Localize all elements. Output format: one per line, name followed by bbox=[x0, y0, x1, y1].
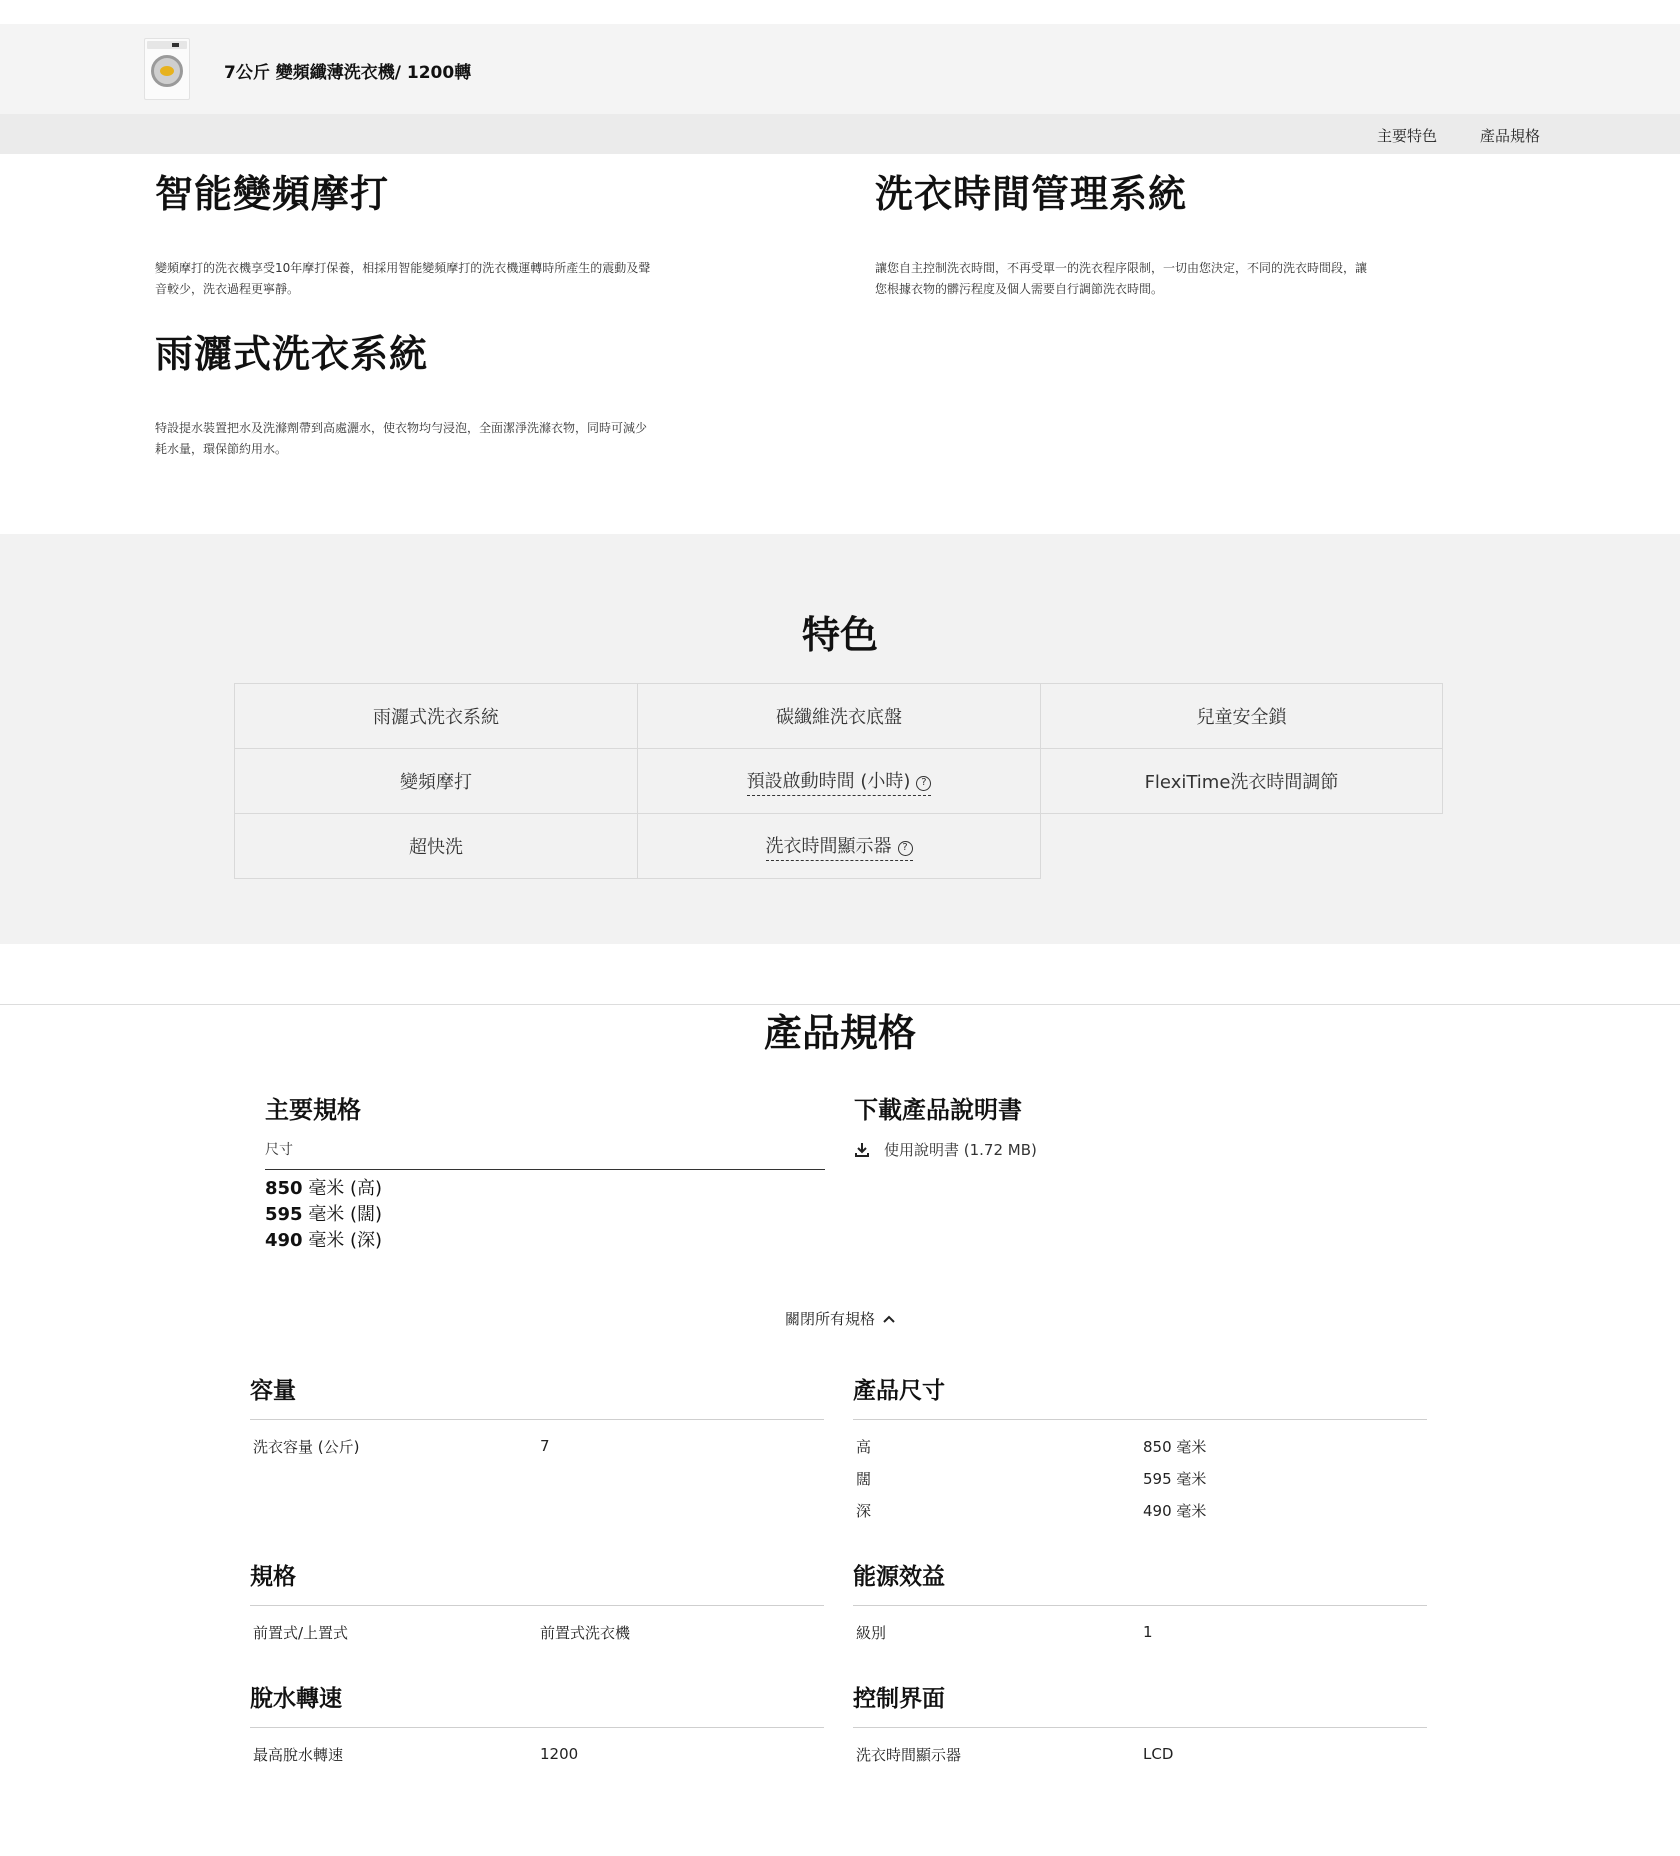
spec-group-dimensions bbox=[853, 1372, 1427, 1526]
feature-label: 超快洗 bbox=[409, 837, 463, 858]
main-specs-title: 主要規格 bbox=[265, 1096, 361, 1124]
dimension-line: 490 毫米 (深) bbox=[265, 1230, 383, 1251]
spec-group-title: 脫水轉速 bbox=[250, 1680, 824, 1728]
features-section bbox=[0, 534, 1680, 944]
spec-value: 1200 bbox=[540, 1745, 579, 1763]
spec-group-control bbox=[853, 1680, 1427, 1770]
question-icon[interactable]: ? bbox=[916, 776, 931, 791]
spec-group-spin bbox=[250, 1680, 824, 1770]
spec-row bbox=[250, 1738, 824, 1770]
spec-key: 深 bbox=[856, 1501, 872, 1520]
feature-label: 變頻摩打 bbox=[400, 772, 472, 793]
spec-group-title: 控制界面 bbox=[853, 1680, 1427, 1728]
spec-row bbox=[853, 1738, 1427, 1770]
feature-highlight bbox=[155, 172, 655, 300]
spec-key: 最高脫水轉速 bbox=[253, 1745, 344, 1764]
dimensions-label: 尺寸 bbox=[265, 1139, 825, 1170]
top-spacer bbox=[0, 0, 1680, 24]
feature-cell bbox=[1040, 748, 1443, 814]
feature-label: 預設啟動時間 (小時) bbox=[746, 770, 911, 792]
product-title: 7公斤 變頻纖薄洗衣機/ 1200轉 bbox=[224, 63, 472, 83]
feature-highlight-title: 雨灑式洗衣系統 bbox=[155, 332, 429, 376]
spec-key: 闊 bbox=[856, 1469, 872, 1488]
section-nav bbox=[0, 114, 1680, 154]
feature-label: 兒童安全鎖 bbox=[1196, 707, 1287, 728]
spec-row bbox=[853, 1616, 1427, 1648]
feature-tooltip-trigger[interactable] bbox=[766, 832, 913, 861]
spec-group-title: 容量 bbox=[250, 1372, 824, 1420]
spec-group-capacity bbox=[250, 1372, 824, 1462]
feature-label: FlexiTime洗衣時間調節 bbox=[1144, 772, 1339, 793]
feature-cell bbox=[637, 683, 1041, 749]
dimension-line: 595 毫米 (闊) bbox=[265, 1204, 383, 1225]
spec-group-title: 規格 bbox=[250, 1558, 824, 1606]
download-link-label: 使用說明書 (1.72 MB) bbox=[884, 1141, 1037, 1159]
spec-value: 850 毫米 bbox=[1143, 1437, 1207, 1456]
dimensions-values bbox=[265, 1176, 825, 1254]
feature-cell bbox=[234, 813, 638, 879]
product-header bbox=[0, 24, 1680, 114]
dimension-line: 850 毫米 (高) bbox=[265, 1178, 383, 1199]
feature-label: 碳纖維洗衣底盤 bbox=[776, 707, 902, 728]
feature-cell[interactable] bbox=[637, 748, 1041, 814]
spec-key: 級別 bbox=[856, 1623, 887, 1642]
spec-value: 490 毫米 bbox=[1143, 1501, 1207, 1520]
toggle-all-specs-button[interactable] bbox=[0, 1308, 1680, 1329]
spec-row bbox=[853, 1430, 1427, 1462]
nav-features-link[interactable]: 主要特色 bbox=[1377, 127, 1438, 145]
nav-specs-link[interactable]: 產品規格 bbox=[1480, 127, 1541, 145]
spec-value: 1 bbox=[1143, 1623, 1153, 1641]
spec-key: 前置式/上置式 bbox=[253, 1623, 349, 1642]
feature-highlight-body: 特設提水裝置把水及洗滌劑帶到高處灑水，使衣物均勻浸泡，全面潔淨洗滌衣物，同時可減少耗水量，環保節約用水。 bbox=[155, 420, 648, 456]
feature-cell bbox=[234, 683, 638, 749]
feature-highlight-title: 智能變頻摩打 bbox=[155, 172, 390, 216]
chevron-up-icon bbox=[883, 1315, 895, 1323]
feature-tooltip-trigger[interactable] bbox=[747, 767, 932, 796]
spec-group-energy bbox=[853, 1558, 1427, 1648]
spec-value: 595 毫米 bbox=[1143, 1469, 1207, 1488]
feature-cell bbox=[234, 748, 638, 814]
spec-group-spec bbox=[250, 1558, 824, 1648]
feature-cell[interactable] bbox=[637, 813, 1041, 879]
feature-highlight-title: 洗衣時間管理系統 bbox=[875, 172, 1188, 216]
specs-heading: 產品規格 bbox=[763, 1011, 916, 1055]
spec-group-title: 能源效益 bbox=[853, 1558, 1427, 1606]
question-icon[interactable]: ? bbox=[898, 841, 913, 856]
manual-download-link[interactable] bbox=[854, 1139, 1037, 1160]
spec-value: 前置式洗衣機 bbox=[540, 1623, 631, 1642]
feature-highlights bbox=[0, 154, 1680, 534]
spec-key: 洗衣時間顯示器 bbox=[856, 1745, 962, 1764]
toggle-label: 關閉所有規格 bbox=[784, 1310, 875, 1328]
feature-label: 洗衣時間顯示器 bbox=[765, 835, 892, 857]
feature-cell-empty bbox=[1040, 813, 1443, 879]
spec-value: 7 bbox=[540, 1437, 550, 1455]
spec-value: LCD bbox=[1143, 1745, 1174, 1763]
download-icon bbox=[854, 1142, 870, 1158]
spec-row bbox=[853, 1462, 1427, 1494]
features-grid bbox=[235, 684, 1443, 879]
download-title: 下載產品說明書 bbox=[854, 1096, 1022, 1124]
feature-cell bbox=[1040, 683, 1443, 749]
spec-key: 高 bbox=[856, 1437, 872, 1456]
feature-label: 雨灑式洗衣系統 bbox=[373, 707, 499, 728]
feature-highlight bbox=[155, 332, 655, 460]
spec-group-title: 產品尺寸 bbox=[853, 1372, 1427, 1420]
manual-download bbox=[854, 1090, 1037, 1160]
spec-row bbox=[250, 1616, 824, 1648]
washing-machine-icon bbox=[144, 38, 190, 100]
spec-row bbox=[250, 1430, 824, 1462]
feature-highlight-body: 變頻摩打的洗衣機享受10年摩打保養，相採用智能變頻摩打的洗衣機運轉時所產生的震動及聲音較少，洗衣過程更寧靜。 bbox=[155, 260, 651, 296]
features-heading: 特色 bbox=[801, 613, 878, 657]
feature-highlight bbox=[875, 172, 1375, 300]
spec-row bbox=[853, 1494, 1427, 1526]
feature-highlight-body: 讓您自主控制洗衣時間，不再受單一的洗衣程序限制，一切由您決定，不同的洗衣時間段，讓您根據衣物的髒污程度及個人需要自行調節洗衣時間。 bbox=[875, 260, 1368, 296]
main-specs bbox=[265, 1090, 825, 1254]
spec-key: 洗衣容量 (公斤) bbox=[253, 1437, 360, 1456]
